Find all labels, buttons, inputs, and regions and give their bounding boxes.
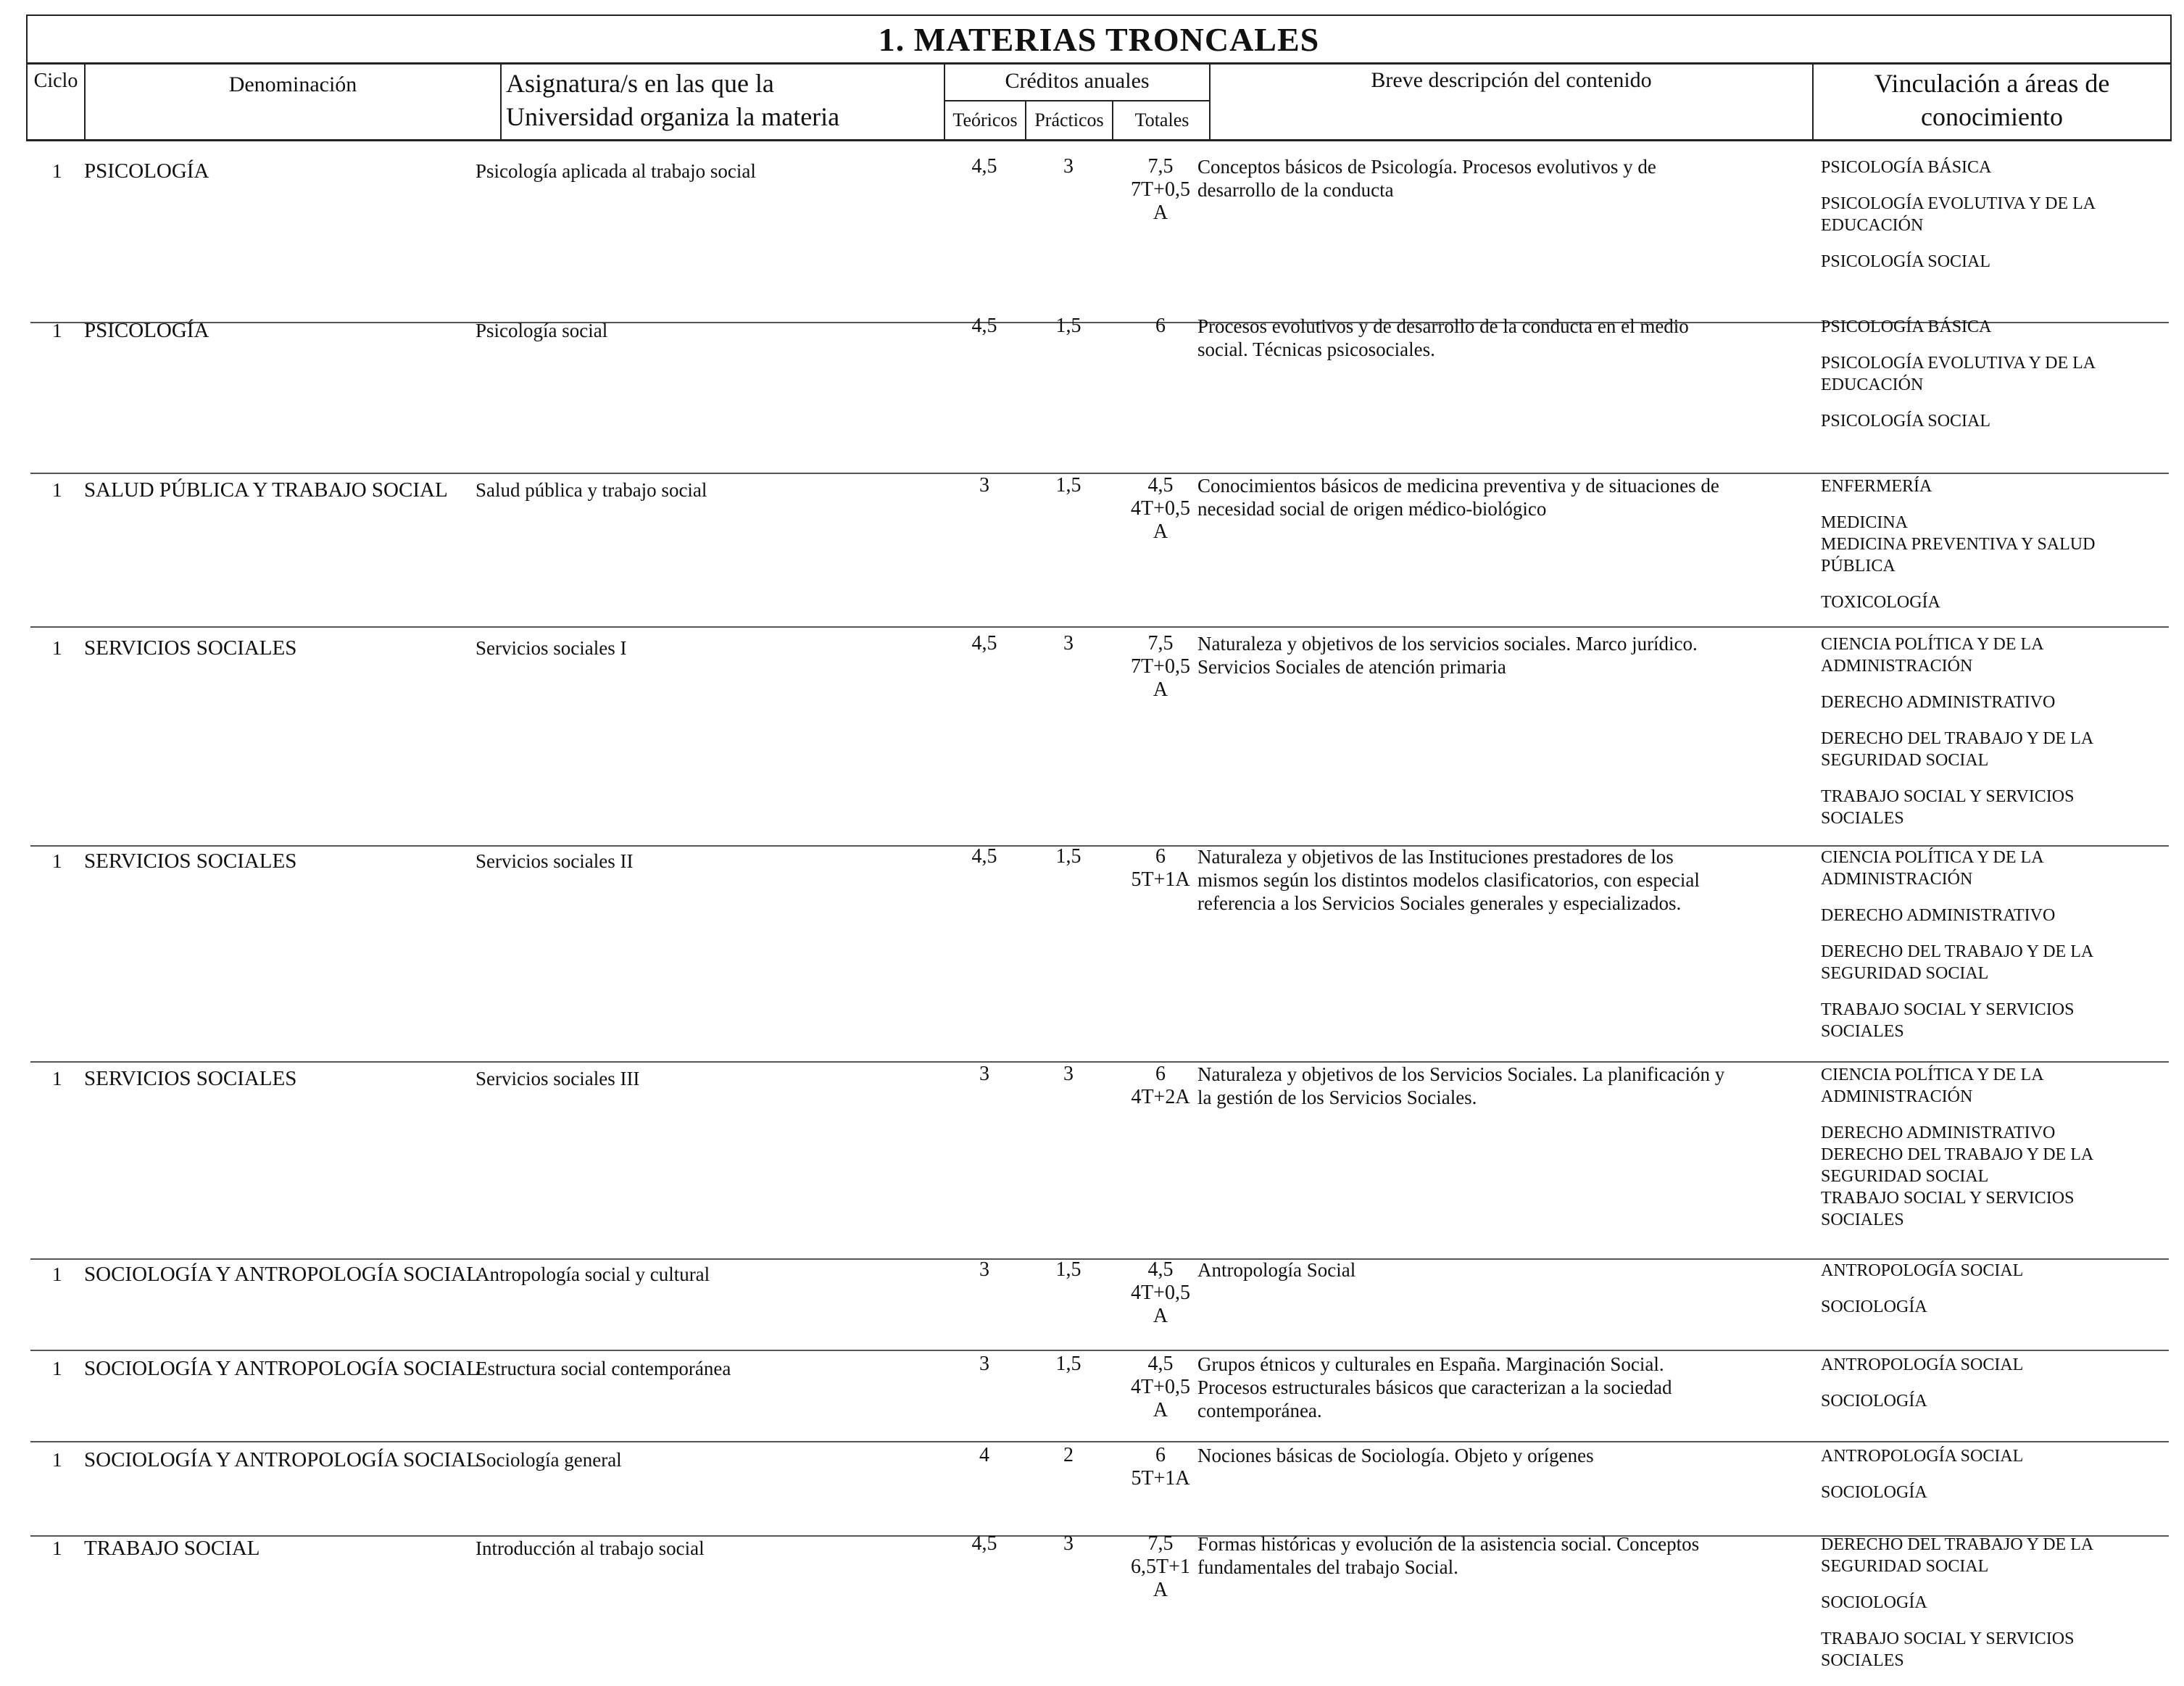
area-item	[1821, 591, 2172, 613]
totales-line: 4T+0,5	[1131, 497, 1190, 520]
header-vinculacion-line1: Vinculación a áreas de	[1874, 69, 2110, 98]
descripcion-line: Conceptos básicos de Psicología. Procesos evolutivos y de	[1197, 156, 1656, 178]
area-item	[1821, 1122, 2172, 1231]
totales-line: A	[1153, 678, 1168, 701]
header-denominacion	[86, 62, 502, 139]
ciclo-value: 1	[52, 479, 62, 501]
header-descripcion-label: Breve descripción del contenido	[1371, 68, 1652, 92]
totales-line: A	[1153, 1305, 1168, 1327]
area-line: ANTROPOLOGÍA SOCIAL	[1821, 1447, 2024, 1466]
denominacion-value: SERVICIOS SOCIALES	[84, 636, 297, 660]
area-line: SOCIOLOGÍA	[1821, 1483, 1927, 1502]
denominacion-value: SOCIOLOGÍA Y ANTROPOLOGÍA SOCIAL	[84, 1357, 479, 1380]
totales-line: A	[1153, 202, 1168, 224]
header-descripcion	[1211, 62, 1814, 139]
area-line: PSICOLOGÍA EVOLUTIVA Y DE LA	[1821, 354, 2096, 373]
area-line: EDUCACIÓN	[1821, 216, 1924, 235]
totales-value	[1112, 845, 1209, 892]
descripcion-value	[1197, 1444, 1806, 1467]
area-line: CIENCIA POLÍTICA Y DE LA	[1821, 1066, 2044, 1084]
area-item	[1821, 1628, 2172, 1672]
areas-list	[1821, 476, 2172, 628]
header-ciclo	[28, 62, 86, 139]
totales-value	[1112, 474, 1209, 544]
asignatura-value: Antropología social y cultural	[476, 1263, 710, 1285]
totales-value	[1112, 1063, 1209, 1109]
table-row	[26, 845, 2172, 1041]
denominacion-value: PSICOLOGÍA	[84, 319, 209, 342]
areas-list	[1821, 847, 2172, 1057]
area-item	[1821, 251, 2172, 273]
totales-line: 4T+0,5	[1131, 1376, 1190, 1398]
totales-value	[1112, 1444, 1209, 1490]
totales-line: A	[1153, 520, 1168, 543]
area-line: SOCIOLOGÍA	[1821, 1297, 1927, 1316]
table-row	[26, 1063, 2172, 1229]
totales-line: 4T+0,5	[1131, 1282, 1190, 1304]
area-line: SEGURIDAD SOCIAL	[1821, 1167, 1989, 1186]
area-line: PSICOLOGÍA BÁSICA	[1821, 317, 1992, 336]
areas-list	[1821, 1354, 2172, 1427]
asignatura-value: Servicios sociales III	[476, 1068, 640, 1089]
denominacion-value: TRABAJO SOCIAL	[84, 1537, 260, 1560]
asignatura-value: Servicios sociales II	[476, 850, 634, 872]
descripcion-line: fundamentales del trabajo Social.	[1197, 1556, 1458, 1578]
denominacion-value: PSICOLOGÍA	[84, 159, 209, 183]
header-creditos-label: Créditos anuales	[945, 62, 1209, 101]
area-line: SOCIALES	[1821, 1651, 1904, 1670]
denominacion-value: SALUD PÚBLICA Y TRABAJO SOCIAL	[84, 478, 448, 502]
descripcion-line: Naturaleza y objetivos de los Servicios Sociales. La planificación y	[1197, 1063, 1725, 1085]
ciclo-value: 1	[52, 1449, 62, 1471]
descripcion-value	[1197, 315, 1806, 361]
area-line: ENFERMERÍA	[1821, 477, 1932, 496]
ciclo-value: 1	[52, 160, 62, 182]
teoricos-value: 4,5	[971, 632, 997, 655]
descripcion-value	[1197, 1063, 1806, 1109]
descripcion-value	[1197, 1258, 1806, 1282]
totales-line: 4T+2A	[1131, 1086, 1190, 1108]
descripcion-line: Nociones básicas de Sociología. Objeto y orígenes	[1197, 1445, 1594, 1466]
practicos-value: 3	[1063, 155, 1074, 178]
header-asignatura-line2: Universidad organiza la materia	[506, 102, 840, 131]
area-item	[1821, 410, 2172, 432]
area-item	[1821, 728, 2172, 771]
areas-list	[1821, 1064, 2172, 1245]
totales-line: A	[1153, 1579, 1168, 1601]
teoricos-value: 3	[979, 1353, 989, 1375]
descripcion-line: Procesos evolutivos y de desarrollo de la conducta en el medio	[1197, 315, 1689, 337]
area-item	[1821, 1534, 2172, 1577]
area-item	[1821, 1592, 2172, 1614]
header-asignatura-line1: Asignatura/s en las que la	[506, 69, 774, 98]
ciclo-value: 1	[52, 637, 62, 659]
totales-value	[1112, 1532, 1209, 1602]
areas-list	[1821, 1445, 2172, 1518]
area-line: PÚBLICA	[1821, 557, 1896, 576]
practicos-value: 1,5	[1055, 474, 1081, 497]
denominacion-value: SERVICIOS SOCIALES	[84, 1067, 297, 1090]
totales-line: 7T+0,5	[1131, 655, 1190, 678]
totales-line: 4,5	[1147, 1353, 1174, 1375]
descripcion-line: Antropología Social	[1197, 1259, 1356, 1281]
area-item	[1821, 847, 2172, 890]
table-row	[26, 155, 2172, 304]
area-line: SOCIOLOGÍA	[1821, 1392, 1927, 1411]
area-line: DERECHO ADMINISTRATIVO	[1821, 906, 2056, 925]
header-teoricos: Teóricos	[945, 101, 1026, 139]
teoricos-value: 3	[979, 474, 989, 497]
denominacion-value: SERVICIOS SOCIALES	[84, 850, 297, 873]
descripcion-line: necesidad social de origen médico-biológico	[1197, 498, 1547, 520]
area-line: TRABAJO SOCIAL Y SERVICIOS	[1821, 1000, 2075, 1019]
practicos-value: 3	[1063, 1063, 1074, 1085]
teoricos-value: 4,5	[971, 315, 997, 337]
totales-line: 4,5	[1147, 474, 1174, 497]
totales-value	[1112, 632, 1209, 702]
header-totales: Totales	[1134, 109, 1189, 130]
header-vinculacion-line2: conocimiento	[1921, 102, 2063, 131]
totales-line: 4,5	[1147, 1258, 1174, 1281]
area-line: ADMINISTRACIÓN	[1821, 657, 1973, 676]
teoricos-value: 4	[979, 1444, 989, 1466]
practicos-value: 1,5	[1055, 1353, 1081, 1375]
area-line: EDUCACIÓN	[1821, 375, 1924, 394]
table-row	[26, 315, 2172, 464]
ciclo-value: 1	[52, 1358, 62, 1379]
header-ciclo-label: Ciclo	[33, 70, 78, 92]
teoricos-value: 4,5	[971, 155, 997, 178]
area-item	[1821, 786, 2172, 829]
descripcion-line: Conocimientos básicos de medicina preventiva y de situaciones de	[1197, 475, 1719, 497]
descripcion-value	[1197, 632, 1806, 678]
area-item	[1821, 692, 2172, 713]
totales-line: 7,5	[1147, 1532, 1174, 1555]
area-line: ADMINISTRACIÓN	[1821, 870, 1973, 889]
totales-line: 5T+1A	[1131, 868, 1190, 891]
descripcion-line: Formas históricas y evolución de la asistencia social. Conceptos	[1197, 1533, 1700, 1555]
asignatura-value: Psicología aplicada al trabajo social	[476, 160, 756, 182]
teoricos-value: 3	[979, 1063, 989, 1085]
area-item	[1821, 1064, 2172, 1108]
practicos-value: 3	[1063, 632, 1074, 655]
area-item	[1821, 941, 2172, 984]
totales-line: 6,5T+1	[1131, 1556, 1190, 1578]
area-line: TRABAJO SOCIAL Y SERVICIOS	[1821, 1189, 2075, 1208]
descripcion-line: Grupos étnicos y culturales en España. Marginación Social.	[1197, 1353, 1664, 1375]
teoricos-value: 4,5	[971, 1532, 997, 1555]
totales-line: 7,5	[1147, 632, 1174, 655]
area-item	[1821, 905, 2172, 926]
area-line: PSICOLOGÍA SOCIAL	[1821, 412, 1991, 431]
asignatura-value: Introducción al trabajo social	[476, 1537, 705, 1559]
area-line: CIENCIA POLÍTICA Y DE LA	[1821, 635, 2044, 654]
totales-line: 6	[1155, 1063, 1166, 1085]
areas-list	[1821, 1260, 2172, 1332]
area-line: DERECHO DEL TRABAJO Y DE LA	[1821, 1145, 2094, 1164]
descripcion-line: Procesos estructurales básicos que caracterizan a la sociedad	[1197, 1376, 1672, 1398]
area-line: MEDICINA PREVENTIVA Y SALUD	[1821, 535, 2096, 554]
row-divider	[30, 1350, 2169, 1351]
area-line: CIENCIA POLÍTICA Y DE LA	[1821, 848, 2044, 867]
area-item	[1821, 157, 2172, 178]
practicos-value: 1,5	[1055, 1258, 1081, 1281]
totales-value	[1112, 315, 1209, 338]
area-line: SEGURIDAD SOCIAL	[1821, 964, 1989, 983]
descripcion-line: social. Técnicas psicosociales.	[1197, 339, 1435, 360]
row-divider	[30, 626, 2169, 628]
descripcion-value	[1197, 474, 1806, 520]
descripcion-value	[1197, 1353, 1806, 1422]
descripcion-line: desarrollo de la conducta	[1197, 179, 1394, 201]
area-line: SOCIALES	[1821, 1210, 1904, 1229]
area-line: DERECHO DEL TRABAJO Y DE LA	[1821, 942, 2094, 961]
area-line: SEGURIDAD SOCIAL	[1821, 1557, 1989, 1576]
asignatura-value: Servicios sociales I	[476, 637, 627, 659]
row-divider	[30, 1441, 2169, 1442]
area-item	[1821, 999, 2172, 1042]
area-line: SOCIALES	[1821, 1022, 1904, 1041]
descripcion-value	[1197, 1532, 1806, 1579]
area-item	[1821, 1445, 2172, 1467]
area-line: ANTROPOLOGÍA SOCIAL	[1821, 1261, 2024, 1280]
area-line: ANTROPOLOGÍA SOCIAL	[1821, 1355, 2024, 1374]
descripcion-value	[1197, 155, 1806, 202]
table-row	[26, 474, 2172, 623]
area-item	[1821, 316, 2172, 338]
denominacion-value: SOCIOLOGÍA Y ANTROPOLOGÍA SOCIAL	[84, 1263, 479, 1286]
area-line: SOCIOLOGÍA	[1821, 1593, 1927, 1612]
area-item	[1821, 1260, 2172, 1282]
area-item	[1821, 634, 2172, 677]
descripcion-line: la gestión de los Servicios Sociales.	[1197, 1087, 1477, 1108]
area-line: PSICOLOGÍA EVOLUTIVA Y DE LA	[1821, 194, 2096, 213]
header-creditos	[945, 62, 1211, 139]
area-line: DERECHO ADMINISTRATIVO	[1821, 693, 2056, 712]
totales-value	[1112, 155, 1209, 225]
totales-value	[1112, 1258, 1209, 1328]
descripcion-line: Naturaleza y objetivos de los servicios sociales. Marco jurídico.	[1197, 633, 1698, 655]
header-practicos: Prácticos	[1026, 101, 1113, 139]
ciclo-value: 1	[52, 1068, 62, 1089]
areas-list	[1821, 1534, 2172, 1686]
descripcion-value	[1197, 845, 1806, 915]
areas-list	[1821, 316, 2172, 447]
area-line: TRABAJO SOCIAL Y SERVICIOS	[1821, 787, 2075, 806]
area-line: SOCIALES	[1821, 809, 1904, 828]
table-row	[26, 1532, 2172, 1682]
area-line: PSICOLOGÍA BÁSICA	[1821, 158, 1992, 177]
header-asignatura	[502, 62, 945, 139]
areas-list	[1821, 634, 2172, 844]
asignatura-value: Sociología general	[476, 1449, 622, 1471]
area-line: TOXICOLOGÍA	[1821, 593, 1940, 612]
totales-line: 7T+0,5	[1131, 178, 1190, 201]
descripcion-line: contemporánea.	[1197, 1400, 1322, 1421]
practicos-value: 2	[1063, 1444, 1074, 1466]
totales-line: 5T+1A	[1131, 1467, 1190, 1490]
descripcion-line: referencia a los Servicios Sociales generales y especializados.	[1197, 892, 1682, 914]
area-line: DERECHO DEL TRABAJO Y DE LA	[1821, 1535, 2094, 1554]
totales-line: 7,5	[1147, 155, 1174, 178]
descripcion-line: mismos según los distintos modelos clasificatorios, con especial	[1197, 869, 1700, 891]
totales-line: 6	[1155, 1444, 1166, 1466]
area-line: MEDICINA	[1821, 513, 1908, 532]
area-item	[1821, 512, 2172, 577]
ciclo-value: 1	[52, 1263, 62, 1285]
area-line: ADMINISTRACIÓN	[1821, 1087, 1973, 1106]
practicos-value: 1,5	[1055, 845, 1081, 868]
page-title: 1. MATERIAS TRONCALES	[26, 14, 2172, 65]
asignatura-value: Estructura social contemporánea	[476, 1358, 731, 1379]
totales-value	[1112, 1353, 1209, 1422]
teoricos-value: 4,5	[971, 845, 997, 868]
table-row	[26, 632, 2172, 828]
ciclo-value: 1	[52, 850, 62, 872]
asignatura-value: Salud pública y trabajo social	[476, 479, 707, 501]
area-line: PSICOLOGÍA SOCIAL	[1821, 252, 1991, 271]
area-item	[1821, 1354, 2172, 1376]
area-item	[1821, 476, 2172, 497]
teoricos-value: 3	[979, 1258, 989, 1281]
ciclo-value: 1	[52, 320, 62, 341]
table-header	[26, 62, 2172, 141]
totales-line: 6	[1155, 315, 1166, 337]
ciclo-value: 1	[52, 1537, 62, 1559]
area-item	[1821, 1482, 2172, 1503]
area-item	[1821, 1390, 2172, 1412]
area-item	[1821, 352, 2172, 396]
area-item	[1821, 1296, 2172, 1318]
area-line: DERECHO ADMINISTRATIVO	[1821, 1124, 2056, 1142]
totales-line: A	[1153, 1399, 1168, 1421]
header-vinculacion	[1814, 62, 2170, 139]
denominacion-value: SOCIOLOGÍA Y ANTROPOLOGÍA SOCIAL	[84, 1448, 479, 1471]
area-line: TRABAJO SOCIAL Y SERVICIOS	[1821, 1629, 2075, 1648]
area-line: DERECHO DEL TRABAJO Y DE LA	[1821, 729, 2094, 748]
practicos-value: 1,5	[1055, 315, 1081, 337]
area-item	[1821, 193, 2172, 236]
descripcion-line: Servicios Sociales de atención primaria	[1197, 656, 1506, 678]
area-line: SEGURIDAD SOCIAL	[1821, 751, 1989, 770]
header-denominacion-label: Denominación	[228, 72, 357, 96]
areas-list	[1821, 157, 2172, 287]
descripcion-line: Naturaleza y objetivos de las Instituciones prestadores de los	[1197, 846, 1674, 868]
asignatura-value: Psicología social	[476, 320, 608, 341]
totales-line: 6	[1155, 845, 1166, 868]
practicos-value: 3	[1063, 1532, 1074, 1555]
